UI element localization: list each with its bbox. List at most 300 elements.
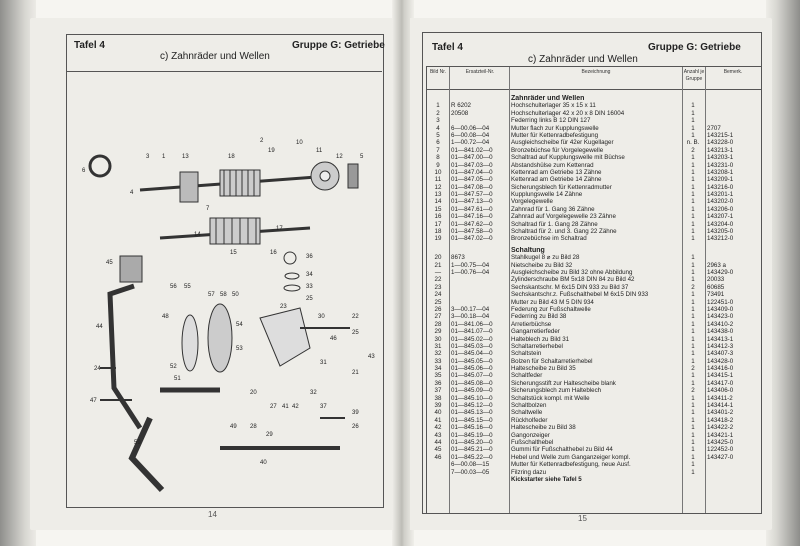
cell-remark: 143414-1 <box>707 402 734 410</box>
cell-remark: 60685 <box>707 283 725 291</box>
callout: 37 <box>320 404 327 410</box>
cell-quantity: 1 <box>691 176 695 184</box>
callout: 47 <box>90 398 97 404</box>
cell-bild: 44 <box>434 438 442 446</box>
rubber-grip-part <box>120 256 142 282</box>
table-row <box>427 198 761 205</box>
cell-description: Mutter zu Bild 43 M 5 DIN 934 <box>511 298 594 306</box>
right-subtitle: c) Zahnräder und Wellen <box>528 54 638 65</box>
table-row <box>427 154 761 161</box>
cell-bild: 9 <box>436 161 440 169</box>
cell-description: Ausgleichscheibe zu Bild 32 ohne Abbildung <box>511 268 633 276</box>
callout: 28 <box>250 424 257 430</box>
cell-description: Gangarretierfeder <box>511 328 560 336</box>
cell-description: Mutter für Kettenradbefestigung <box>511 131 599 139</box>
cell-description: Schaltwelle <box>511 409 543 417</box>
table-row <box>427 328 761 335</box>
section-heading-row <box>427 95 761 102</box>
table-row <box>427 284 761 291</box>
cell-remark: 143417-0 <box>707 379 734 387</box>
cell-quantity: 1 <box>691 320 695 328</box>
cell-quantity: 1 <box>691 461 695 469</box>
cell-part-number: 01—847.61—0 <box>451 205 493 213</box>
table-row <box>427 147 761 154</box>
nut-part <box>348 164 358 188</box>
cell-quantity: 1 <box>691 131 695 139</box>
cell-description: Federring links B 12 DIN 127 <box>511 117 591 125</box>
cell-bild: 31 <box>434 342 442 350</box>
cell-part-number: 01—841.07—0 <box>451 328 493 336</box>
cell-remark: 143212-0 <box>707 235 734 243</box>
table-row <box>427 424 761 431</box>
cell-quantity: 1 <box>691 235 695 243</box>
callout: 17 <box>276 226 283 232</box>
table-row <box>427 110 761 117</box>
table-row <box>427 372 761 379</box>
left-subtitle: c) Zahnräder und Wellen <box>160 51 270 62</box>
cell-description: Gangonzeiger <box>511 431 550 439</box>
cell-description: Schaltrad für 2. und 3. Gang 22 Zähne <box>511 228 617 236</box>
callout: 29 <box>266 432 273 438</box>
cell-bild: 43 <box>434 431 442 439</box>
callout: 53 <box>236 346 243 352</box>
cell-description: Bronzebüchse für Vorgelegewelle <box>511 146 604 154</box>
cell-description: Kettenrad am Getriebe 14 Zähne <box>511 176 602 184</box>
cell-description: Sicherungsblech zum Halteblech <box>511 387 602 395</box>
cell-part-number: 01—847.05—0 <box>451 176 493 184</box>
table-row <box>427 446 761 453</box>
cell-bild: 38 <box>434 394 442 402</box>
cell-quantity: 1 <box>691 291 695 299</box>
left-page-number: 14 <box>208 510 217 519</box>
table-row <box>427 395 761 402</box>
callout: 10 <box>296 140 303 146</box>
callout: 18 <box>228 154 235 160</box>
cell-part-number: 8673 <box>451 254 465 262</box>
cell-quantity: 1 <box>691 424 695 432</box>
cell-quantity: 1 <box>691 183 695 191</box>
spring-part <box>284 252 296 264</box>
cell-remark: 143209-1 <box>707 176 734 184</box>
table-row <box>427 358 761 365</box>
left-header-rule <box>66 71 382 72</box>
cell-quantity: 1 <box>691 394 695 402</box>
gear-segment-part <box>182 315 198 371</box>
col-header-part: Ersatzteil-Nr. <box>465 69 495 75</box>
cell-remark: 2707 <box>707 124 721 132</box>
foot-shift-lever <box>110 286 140 428</box>
cell-bild: 42 <box>434 424 442 432</box>
shift-drum-part <box>208 304 232 372</box>
cell-bild: 10 <box>434 168 442 176</box>
cell-description: Fußschalthebel <box>511 438 554 446</box>
cell-quantity: 1 <box>691 161 695 169</box>
table-row <box>427 380 761 387</box>
cell-part-number: 1—00.72—04 <box>451 139 490 147</box>
callout: 7 <box>206 206 210 212</box>
cell-description: Sicherungsblech für Kettenradmutter <box>511 183 612 191</box>
cell-quantity: 1 <box>691 357 695 365</box>
table-row <box>427 213 761 220</box>
table-row <box>427 235 761 242</box>
cell-description: Schaltrad auf Kupplungswelle mit Büchse <box>511 154 625 162</box>
right-tafel-label: Tafel 4 <box>432 42 463 53</box>
table-row <box>427 409 761 416</box>
cell-remark: 143213-1 <box>707 146 734 154</box>
cell-quantity: 1 <box>691 154 695 162</box>
cell-remark: 20033 <box>707 276 725 284</box>
cell-part-number: 01—841.06—0 <box>451 320 493 328</box>
cell-description: Haltescheibe zu Bild 35 <box>511 365 576 373</box>
callout: 2 <box>260 138 264 144</box>
cell-quantity: 1 <box>691 431 695 439</box>
section-title: Zahnräder und Wellen <box>511 95 585 102</box>
callout: 48 <box>162 314 169 320</box>
cell-bild: 26 <box>434 305 442 313</box>
cell-description: Zahnrad auf Vorgelegewelle 23 Zähne <box>511 213 616 221</box>
cell-quantity: 2 <box>691 146 695 154</box>
cell-part-number: 01—845.07—0 <box>451 372 493 380</box>
cell-quantity: 1 <box>691 342 695 350</box>
cell-bild: 7 <box>436 146 440 154</box>
cell-remark: 143411-2 <box>707 394 733 402</box>
table-row <box>427 176 761 183</box>
table-row <box>427 254 761 261</box>
cell-bild: 4 <box>436 124 440 132</box>
cell-quantity: 1 <box>691 372 695 380</box>
cell-description: Arretierbüchse <box>511 320 552 328</box>
cell-description: Schaltstein <box>511 350 542 358</box>
cell-description: Gummi für Fußschalthebel zu Bild 44 <box>511 446 613 454</box>
table-row <box>427 184 761 191</box>
cell-bild: 27 <box>434 313 442 321</box>
cell-part-number: 01—845.06—0 <box>451 365 493 373</box>
cell-bild: 21 <box>434 261 442 269</box>
cell-remark: 143401-2 <box>707 409 734 417</box>
table-body <box>427 95 761 483</box>
cell-description: Sechskantschr.z. Fußschalthebel M 6x15 DIN 933 <box>511 291 649 299</box>
col-header-note: Bemerk. <box>723 69 743 75</box>
cell-quantity: 1 <box>691 168 695 176</box>
table-row <box>427 139 761 146</box>
cell-bild: 24 <box>434 291 442 299</box>
cell-bild: 32 <box>434 350 442 358</box>
cell-remark: 143428-0 <box>707 357 734 365</box>
cell-quantity: 1 <box>691 117 695 125</box>
cell-part-number: 6—00.08—04 <box>451 131 490 139</box>
table-header <box>427 67 761 90</box>
cell-part-number: 01—845.12—0 <box>451 402 493 410</box>
cell-part-number: 6—00.08—15 <box>451 461 490 469</box>
cell-bild: 35 <box>434 372 442 380</box>
cell-quantity: 1 <box>691 468 695 476</box>
cell-description: Abstandshülse zum Kettenrad <box>511 161 594 169</box>
cell-description: Kettenrad am Getriebe 13 Zähne <box>511 168 602 176</box>
cell-part-number: 3—00.17—04 <box>451 305 490 313</box>
cell-part-number: 01—845.13—0 <box>451 409 493 417</box>
callout: 13 <box>182 154 189 160</box>
parts-table <box>426 66 762 514</box>
cell-part-number: 01—845.05—0 <box>451 357 493 365</box>
cell-quantity: 2 <box>691 283 695 291</box>
cell-quantity: 1 <box>691 409 695 417</box>
cell-remark: 143415-1 <box>707 372 734 380</box>
cell-remark: 143423-0 <box>707 313 734 321</box>
cell-bild: 46 <box>434 453 442 461</box>
left-tafel-label: Tafel 4 <box>74 40 105 51</box>
cell-quantity: 1 <box>691 109 695 117</box>
callout: 59 <box>134 440 141 446</box>
cell-remark: 143429-0 <box>707 268 734 276</box>
table-row <box>427 191 761 198</box>
cell-quantity: 1 <box>691 298 695 306</box>
callout: 31 <box>320 360 327 366</box>
cell-part-number: 01—847.00—0 <box>451 154 493 162</box>
cell-bild: 8 <box>436 154 440 162</box>
cell-quantity: 1 <box>691 416 695 424</box>
cell-part-number: 01—845.15—0 <box>451 416 493 424</box>
callout: 4 <box>130 190 134 196</box>
callout: 54 <box>236 322 243 328</box>
callout: 50 <box>232 292 239 298</box>
footer-note-row <box>427 476 761 483</box>
cell-quantity: n. B. <box>686 139 700 147</box>
table-row <box>427 162 761 169</box>
cell-description: Zahnrad für 1. Gang 36 Zähne <box>511 205 595 213</box>
cell-part-number: 01—847.62—0 <box>451 220 493 228</box>
cell-bild: 1 <box>436 102 440 110</box>
callout: 16 <box>270 250 277 256</box>
table-row <box>427 117 761 124</box>
cell-bild: 6 <box>436 139 440 147</box>
table-row <box>427 469 761 476</box>
cell-part-number: 01—845.21—0 <box>451 446 493 454</box>
cell-remark: 143438-0 <box>707 328 734 336</box>
callout: 45 <box>106 260 113 266</box>
cell-quantity: 1 <box>691 305 695 313</box>
cell-part-number: 01—847.02—0 <box>451 235 493 243</box>
cell-remark: 143418-2 <box>707 416 734 424</box>
cell-part-number: 01—845.09—0 <box>451 387 493 395</box>
cell-remark: 143205-0 <box>707 228 734 236</box>
cell-part-number: 01—847.57—0 <box>451 191 493 199</box>
callout: 6 <box>82 168 86 174</box>
cell-remark: 143202-0 <box>707 198 734 206</box>
cell-part-number: 01—845.02—0 <box>451 335 493 343</box>
table-row <box>427 291 761 298</box>
gear-cluster-upper <box>220 170 260 196</box>
cell-part-number: 01—847.58—0 <box>451 228 493 236</box>
cell-part-number: 1—00.75—04 <box>451 261 490 269</box>
cell-remark: 143228-0 <box>707 139 734 147</box>
table-row <box>427 461 761 468</box>
cell-bild: 39 <box>434 402 442 410</box>
cell-bild: 37 <box>434 387 442 395</box>
cell-quantity: 1 <box>691 313 695 321</box>
callout: 42 <box>292 404 299 410</box>
table-row <box>427 125 761 132</box>
cell-remark: 143206-0 <box>707 205 734 213</box>
cell-part-number: 01—841.02—0 <box>451 146 493 154</box>
cell-quantity: 1 <box>691 438 695 446</box>
cell-remark: 143203-1 <box>707 154 734 162</box>
table-row <box>427 432 761 439</box>
cell-bild: 41 <box>434 416 442 424</box>
callout: 12 <box>336 154 343 160</box>
cell-bild: 17 <box>434 220 442 228</box>
cell-part-number: 01—847.13—0 <box>451 198 493 206</box>
table-row <box>427 439 761 446</box>
cell-bild: 25 <box>434 298 442 306</box>
kick-lever <box>132 418 162 490</box>
cell-remark: 143201-1 <box>707 191 734 199</box>
cell-remark: 143204-0 <box>707 220 734 228</box>
cell-remark: 143421-1 <box>707 431 734 439</box>
table-row <box>427 299 761 306</box>
callout: 36 <box>306 254 313 260</box>
cell-bild: 20 <box>434 254 442 262</box>
cell-description: Schaltstück kompl. mit Welle <box>511 394 590 402</box>
cell-quantity: 1 <box>691 254 695 262</box>
cell-remark: 143425-0 <box>707 438 734 446</box>
col-header-desc: Bezeichnung <box>581 69 611 75</box>
cell-bild: 23 <box>434 283 442 291</box>
callout: 15 <box>230 250 237 256</box>
cell-description: Sicherungsstift zur Haltescheibe blank <box>511 379 616 387</box>
callout: 51 <box>174 376 181 382</box>
cell-bild: 29 <box>434 328 442 336</box>
footer-note: Kickstarter siehe Tafel 5 <box>511 475 582 483</box>
cell-part-number: 01—845.10—0 <box>451 394 493 402</box>
table-row <box>427 365 761 372</box>
table-row <box>427 169 761 176</box>
cell-bild: 5 <box>436 131 440 139</box>
cell-description: Hochschulterlager 35 x 15 x 11 <box>511 102 596 110</box>
callout: 21 <box>352 370 359 376</box>
table-row <box>427 102 761 109</box>
cell-quantity: 1 <box>691 191 695 199</box>
cell-description: Ausgleichscheibe für 42er Kugellager <box>511 139 614 147</box>
table-row <box>427 350 761 357</box>
callout: 25 <box>352 330 359 336</box>
cell-quantity: 1 <box>691 328 695 336</box>
cell-bild: 28 <box>434 320 442 328</box>
callout: 44 <box>96 324 103 330</box>
cell-remark: 143216-0 <box>707 183 734 191</box>
cell-quantity: 1 <box>691 220 695 228</box>
cell-quantity: 1 <box>691 276 695 284</box>
table-row <box>427 276 761 283</box>
cell-remark: 143207-1 <box>707 213 734 221</box>
callout: 41 <box>282 404 289 410</box>
callout: 20 <box>250 390 257 396</box>
callout: 22 <box>352 314 359 320</box>
cell-part-number: 01—847.03—0 <box>451 161 493 169</box>
right-page <box>410 18 772 530</box>
cell-remark: 143208-1 <box>707 168 734 176</box>
callout: 56 <box>170 284 177 290</box>
table-row <box>427 206 761 213</box>
cell-bild: 40 <box>434 409 442 417</box>
cell-quantity: 2 <box>691 387 695 395</box>
cell-quantity: 1 <box>691 268 695 276</box>
left-gruppe-label: Gruppe G: Getriebe <box>292 40 385 51</box>
cell-quantity: 1 <box>691 402 695 410</box>
cell-description: Rückholfeder <box>511 416 548 424</box>
col-header-bild: Bild Nr. <box>429 69 447 75</box>
table-row <box>427 321 761 328</box>
table-row <box>427 228 761 235</box>
cell-remark: 143422-2 <box>707 424 734 432</box>
cell-quantity: 1 <box>691 350 695 358</box>
cell-quantity: 1 <box>691 335 695 343</box>
cell-bild: 36 <box>434 379 442 387</box>
callout: 25 <box>306 296 313 302</box>
cell-description: Schaltbolzen <box>511 402 547 410</box>
gear-cluster-lower <box>210 218 260 244</box>
callout: 14 <box>194 232 201 238</box>
cell-bild: 14 <box>434 198 442 206</box>
cell-part-number: 01—847.16—0 <box>451 213 493 221</box>
callout: 55 <box>184 284 191 290</box>
cell-description: Hochschulterlager 42 x 20 x 8 DIN 16004 <box>511 109 625 117</box>
cell-bild: 16 <box>434 213 442 221</box>
cell-description: Bolzen für Schaltarretierhebel <box>511 357 593 365</box>
cell-description: Federring zu Bild 38 <box>511 313 567 321</box>
cell-quantity: 1 <box>691 213 695 221</box>
cell-remark: 143427-0 <box>707 453 734 461</box>
callout: 27 <box>270 404 277 410</box>
cell-description: Zylinderschraube BM 5x18 DIN 84 zu Bild 42 <box>511 276 635 284</box>
table-row <box>427 417 761 424</box>
cell-remark: 122451-0 <box>707 298 734 306</box>
cell-description: Halteblech zu Bild 31 <box>511 335 570 343</box>
table-row <box>427 306 761 313</box>
cell-bild: 45 <box>434 446 442 454</box>
table-row <box>427 387 761 394</box>
callout: 1 <box>162 154 166 160</box>
cell-description: Mutter flach zur Kupplungswelle <box>511 124 599 132</box>
cell-quantity: 1 <box>691 228 695 236</box>
cell-part-number: 01—845.16—0 <box>451 424 493 432</box>
table-row <box>427 132 761 139</box>
callout: 57 <box>208 292 215 298</box>
cell-quantity: 1 <box>691 379 695 387</box>
callout: 39 <box>352 410 359 416</box>
cell-description: Nietscheibe zu Bild 32 <box>511 261 573 269</box>
cell-bild: 19 <box>434 235 442 243</box>
cell-part-number: 01—845.04—0 <box>451 350 493 358</box>
cell-remark: 143215-1 <box>707 131 734 139</box>
cell-remark: 143231-0 <box>707 161 734 169</box>
callout: 11 <box>316 148 323 154</box>
cell-part-number: 01—845.22—0 <box>451 453 493 461</box>
cell-quantity: 1 <box>691 198 695 206</box>
cell-description: Kupplungswelle 14 Zähne <box>511 191 583 199</box>
table-row <box>427 343 761 350</box>
cell-description: Schaltrad für 1. Gang 28 Zähne <box>511 220 598 228</box>
cell-part-number: R 6202 <box>451 102 471 110</box>
col-header-qty: Anzahl je Gruppe <box>683 69 705 83</box>
cell-part-number: 01—847.08—0 <box>451 183 493 191</box>
cell-description: Hebel und Welle zum Ganganzeiger kompl. <box>511 453 631 461</box>
callout: 5 <box>360 154 364 160</box>
callout: 34 <box>306 272 313 278</box>
cell-bild: 11 <box>434 176 442 184</box>
cell-remark: 2963 a <box>707 261 726 269</box>
cell-quantity: 1 <box>691 261 695 269</box>
cell-description: Bronzebüchse im Schaltrad <box>511 235 587 243</box>
